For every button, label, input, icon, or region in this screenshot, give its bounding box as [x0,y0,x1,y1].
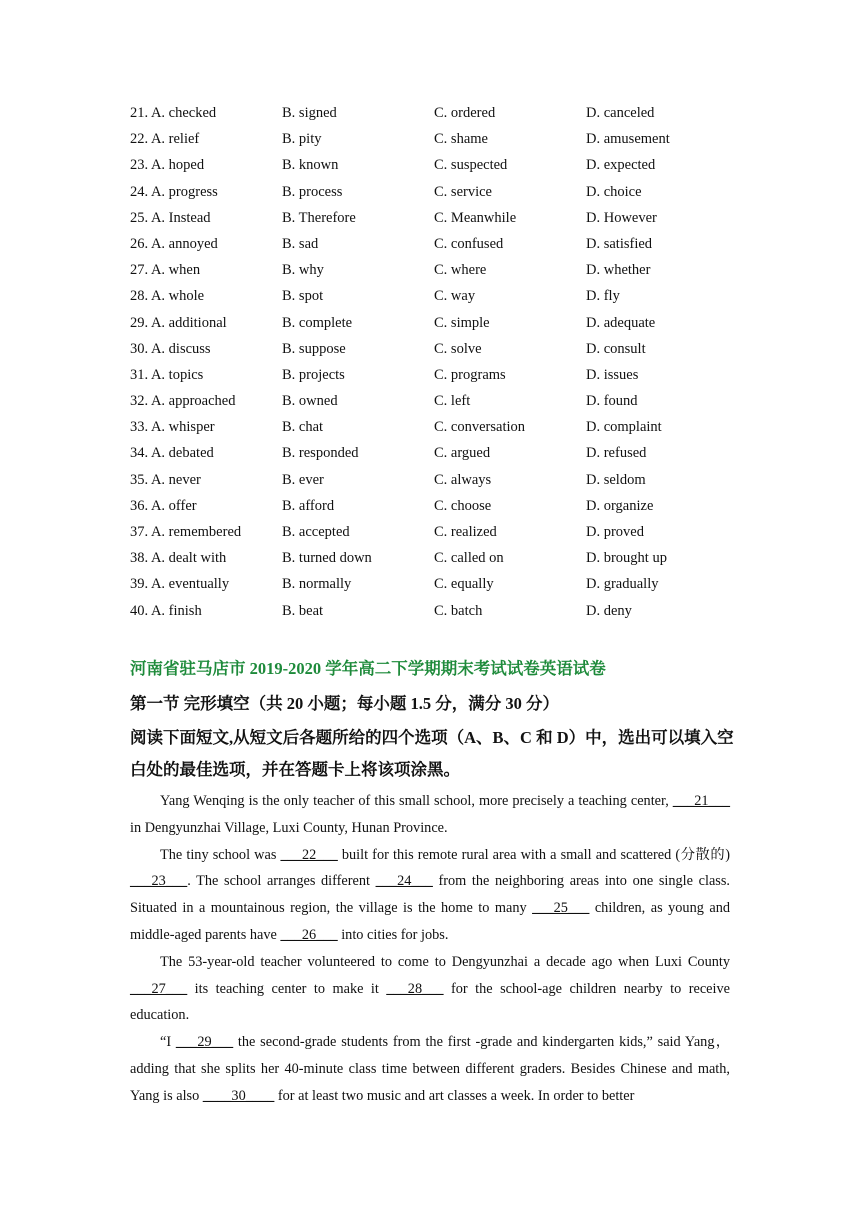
passage-text: The tiny school was [160,846,281,863]
blank-22: ___22___ [280,846,338,863]
option-b: B. normally [282,576,352,593]
option-b: B. chat [282,419,324,436]
option-a: 37. A. remembered [130,524,242,540]
option-a: 24. A. progress [130,183,218,200]
option-d: D. deny [586,602,632,619]
passage-text: Yang Wenqing is the only teacher of this small school, more precisely a teaching center, [160,793,669,809]
option-b: B. Therefore [282,209,356,226]
option-d: D. proved [586,524,644,540]
blank-24: ___24___ [375,873,433,890]
question-row [130,231,750,257]
option-c: C. always [434,471,492,488]
option-a: 21. A. checked [130,105,217,121]
option-b: B. accepted [282,524,350,540]
option-a: 39. A. eventually [130,576,230,593]
option-c: C. confused [434,235,504,252]
instructions: 阅读下面短文,从短文后各题所给的四个选项（A、B、C 和 D）中，选出可以填入空白处的最佳选项，并在答题卡上将该项涂黑。 [130,728,734,779]
option-a: 34. A. debated [130,445,214,462]
option-c: C. solve [434,340,482,357]
question-row [130,467,750,493]
option-b: B. turned down [282,550,372,567]
option-d: D. adequate [586,314,656,331]
blank-21: ___21___ [672,793,731,809]
option-b: B. pity [282,131,322,148]
question-row [130,179,750,205]
question-row [130,310,750,336]
option-c: C. programs [434,366,506,383]
option-c: C. equally [434,576,494,593]
option-b: B. known [282,157,339,174]
passage-text: children, as young and middle-aged parents have [130,900,730,943]
option-a: 36. A. offer [130,497,197,514]
option-a: 22. A. relief [130,131,200,148]
option-d: D. expected [586,157,656,174]
option-a: 26. A. annoyed [130,235,218,252]
question-row [130,440,750,466]
option-a: 32. A. approached [130,393,236,410]
option-b: B. afford [282,497,335,514]
question-row [130,598,750,624]
option-a: 25. A. Instead [130,209,211,226]
option-d: D. whether [586,262,651,279]
passage-text: its teaching center to make it [187,980,387,997]
passage-text: in Dengyunzhai Village, Luxi County, Hunan Province. [130,819,448,836]
option-a: 30. A. discuss [130,340,211,357]
option-b: B. why [282,262,324,279]
paragraph-4 [130,1029,730,1109]
option-c: C. left [434,393,471,410]
passage-text: built for this remote rural area with a small and scattered (分散的) [337,846,730,863]
option-c: C. called on [434,550,504,567]
blank-29: ___29___ [175,1034,234,1051]
passage-text: . The school arranges different [187,873,376,890]
option-b: B. spot [282,288,324,305]
question-row [130,414,750,440]
question-row [130,362,750,388]
option-d: D. gradually [586,576,659,593]
option-d: D. canceled [586,105,655,121]
paragraph-3 [130,949,730,1029]
option-a: 38. A. dealt with [130,550,227,567]
option-b: B. sad [282,235,319,252]
question-row [130,519,750,545]
option-c: C. ordered [434,105,496,121]
option-c: C. suspected [434,157,508,174]
question-row [130,257,750,283]
option-d: D. complaint [586,419,662,436]
option-d: D. seldom [586,471,646,488]
passage-text: for the school-age children nearby to receive education. [130,980,730,1024]
option-b: B. suppose [282,340,346,357]
option-d: D. However [586,209,657,226]
option-c: C. where [434,262,487,279]
option-c: C. batch [434,602,483,619]
question-row [130,126,750,152]
passage-text: from the neighboring areas into one single class. Situated in a mountainous region, the village is the home to many [130,873,731,917]
option-b: B. owned [282,393,338,410]
cloze-passage [130,788,730,1110]
question-row [130,336,750,362]
question-row [130,205,750,231]
blank-30: ____30____ [202,1087,275,1104]
option-b: B. ever [282,471,324,488]
passage-text: The 53-year-old teacher volunteered to come to Dengyunzhai a decade ago when Luxi County [160,953,730,970]
blank-27: ___27___ [130,980,188,997]
option-b: B. complete [282,314,353,331]
passage-text: the second-grade students from the first -grade and kindergarten kids,” said Yang，adding that she splits her 40-minute class time between different graders. Besides Chinese and math, Yang is also [130,1034,730,1104]
blank-23: ___23___ [130,873,188,890]
option-d: D. brought up [586,550,667,567]
section-heading: 第一节 完形填空（共 20 小题；每小题 1.5 分，满分 30 分） [130,694,559,713]
option-d: D. refused [586,445,647,462]
blank-26: ___26___ [280,926,338,943]
question-row [130,493,750,519]
option-b: B. projects [282,366,345,383]
option-c: C. way [434,288,476,305]
answer-options-table [130,100,750,624]
option-a: 28. A. whole [130,288,205,305]
option-c: C. service [434,183,492,200]
passage-text: for at least two music and art classes a week. In order to better [274,1087,635,1104]
option-a: 27. A. when [130,262,201,279]
option-c: C. argued [434,445,491,462]
option-d: D. satisfied [586,235,653,252]
option-d: D. consult [586,340,646,357]
option-d: D. found [586,393,638,410]
blank-28: ___28___ [386,980,444,997]
question-row [130,545,750,571]
question-row [130,571,750,597]
option-a: 40. A. finish [130,602,202,619]
option-d: D. issues [586,366,639,383]
question-row [130,100,750,126]
question-row [130,388,750,414]
option-a: 31. A. topics [130,366,204,383]
option-c: C. Meanwhile [434,209,517,226]
paragraph-1 [130,788,730,842]
option-b: B. process [282,183,343,200]
option-a: 35. A. never [130,471,201,488]
option-a: 23. A. hoped [130,157,205,174]
option-d: D. fly [586,288,620,305]
option-a: 33. A. whisper [130,419,215,436]
option-b: B. signed [282,105,337,121]
question-row [130,152,750,178]
option-c: C. realized [434,524,497,540]
option-d: D. organize [586,497,654,514]
blank-25: ___25___ [532,900,590,917]
exam-title: 河南省驻马店市 2019-2020 学年高二下学期期末考试试卷英语试卷 [130,659,606,678]
option-d: D. choice [586,183,642,200]
passage-text: into cities for jobs. [337,926,449,943]
option-b: B. beat [282,602,324,619]
option-c: C. choose [434,497,492,514]
option-b: B. responded [282,445,359,462]
option-d: D. amusement [586,131,670,148]
passage-text: “I [160,1034,176,1051]
paragraph-2 [130,842,730,949]
option-a: 29. A. additional [130,314,227,331]
question-row [130,283,750,309]
option-c: C. conversation [434,419,526,436]
option-c: C. shame [434,131,488,148]
option-c: C. simple [434,314,490,331]
